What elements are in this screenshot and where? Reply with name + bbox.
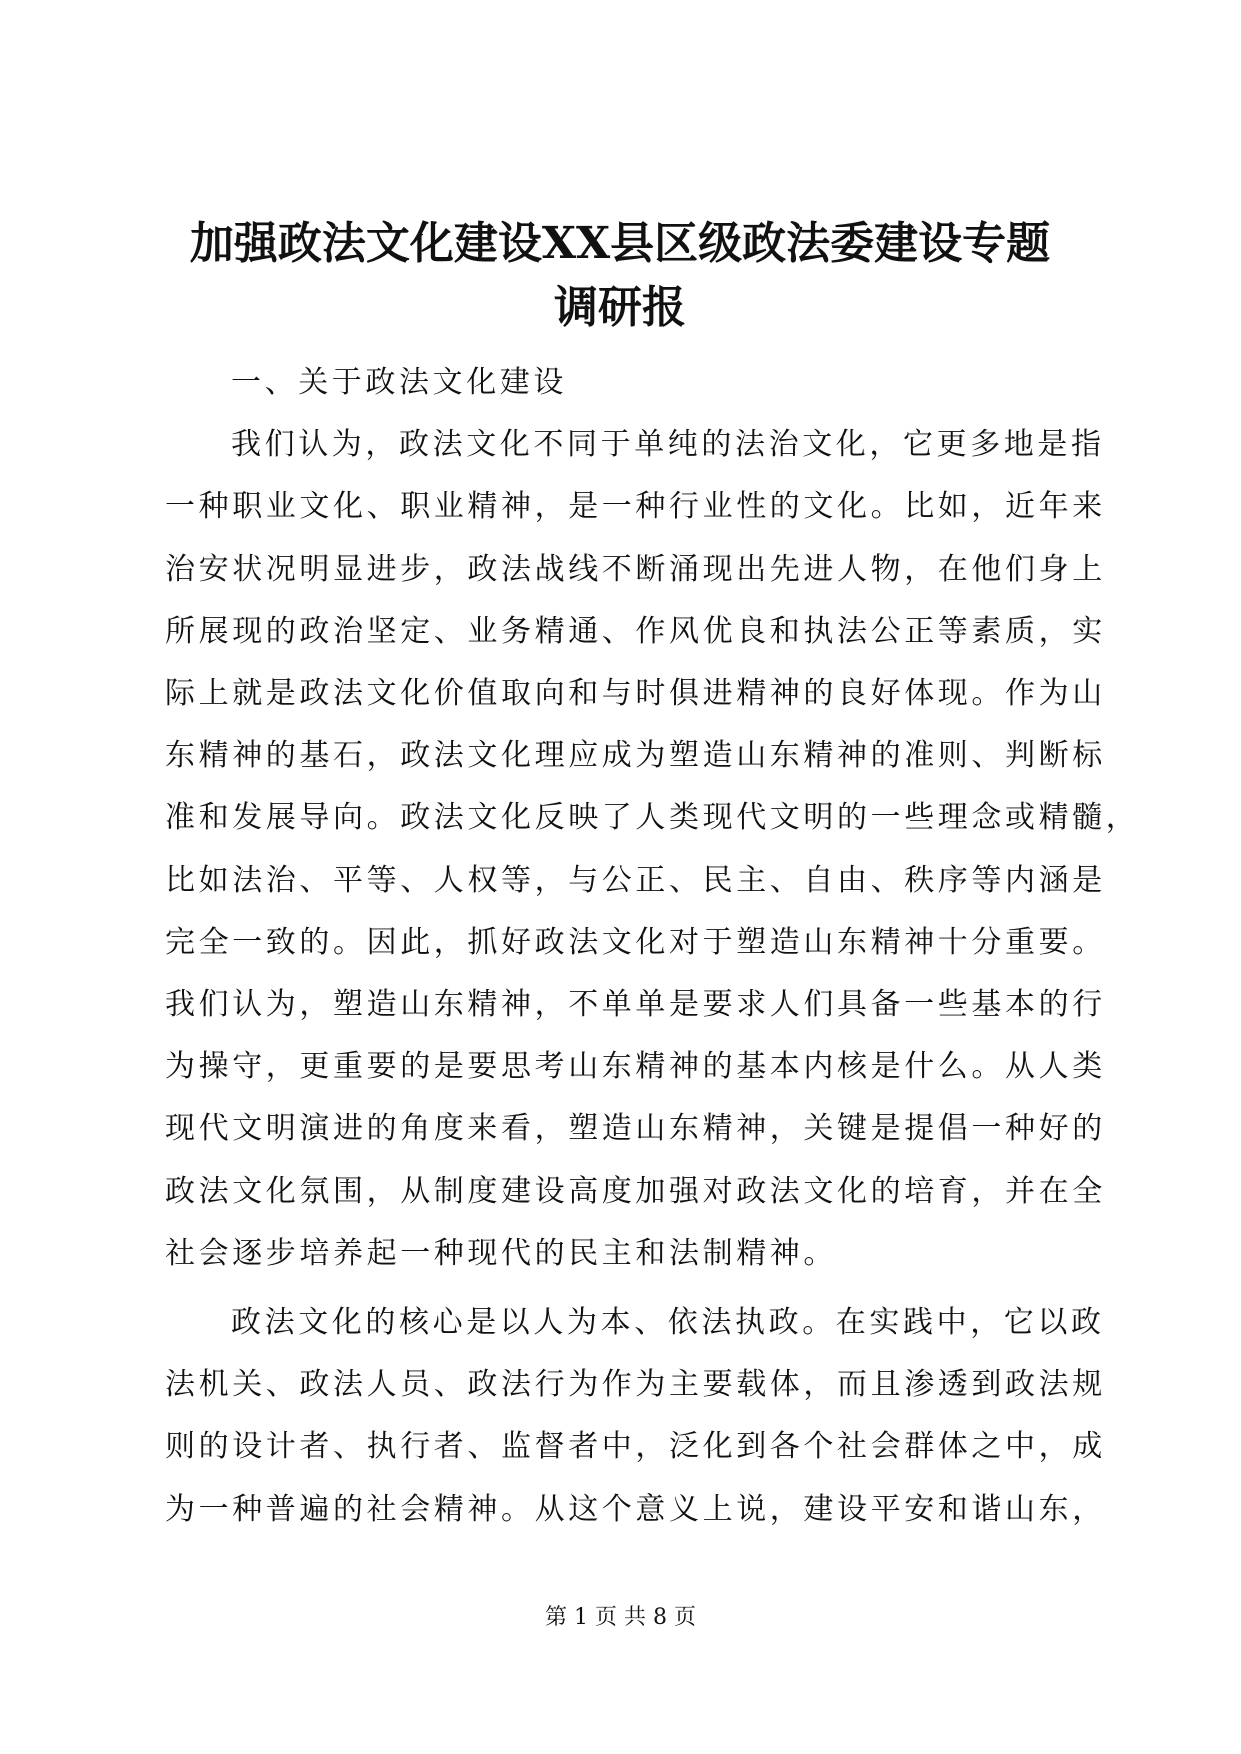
paragraph-line: 完全一致的。因此，抓好政法文化对于塑造山东精神十分重要。 xyxy=(165,924,1106,960)
paragraph-line: 则的设计者、执行者、监督者中，泛化到各个社会群体之中，成 xyxy=(165,1429,1106,1465)
paragraph-line: 所展现的政治坚定、业务精通、作风优良和执法公正等素质，实 xyxy=(165,613,1106,649)
title-line-2: 调研报 xyxy=(554,282,686,333)
paragraph-line: 为一种普遍的社会精神。从这个意义上说，建设平安和谐山东， xyxy=(165,1491,1106,1527)
paragraph-line: 法机关、政法人员、政法行为作为主要载体，而且渗透到政法规 xyxy=(165,1367,1106,1403)
document-body xyxy=(165,352,1140,1541)
paragraph-line: 为操守，更重要的是要思考山东精神的基本内核是什么。从人类 xyxy=(165,1049,1106,1085)
paragraph-line: 际上就是政法文化价值取向和与时俱进精神的良好体现。作为山 xyxy=(165,676,1106,712)
paragraph-1 xyxy=(165,414,1140,1285)
paragraph-line: 一种职业文化、职业精神，是一种行业性的文化。比如，近年来 xyxy=(165,489,1106,525)
paragraph-line: 准和发展导向。政法文化反映了人类现代文明的一些理念或精髓， xyxy=(165,800,1140,836)
paragraph-line: 东精神的基石，政法文化理应成为塑造山东精神的准则、判断标 xyxy=(165,738,1106,774)
paragraph-line: 我们认为，塑造山东精神，不单单是要求人们具备一些基本的行 xyxy=(165,987,1106,1023)
paragraph-line: 现代文明演进的角度来看，塑造山东精神，关键是提倡一种好的 xyxy=(165,1111,1106,1147)
paragraph-line: 我们认为，政法文化不同于单纯的法治文化，它更多地是指 xyxy=(231,427,1105,463)
section-heading: 一、关于政法文化建设 xyxy=(231,365,567,400)
paragraph-line: 社会逐步培养起一种现代的民主和法制精神。 xyxy=(165,1235,837,1271)
paragraph-line: 政法文化氛围，从制度建设高度加强对政法文化的培育，并在全 xyxy=(165,1173,1106,1209)
paragraph-2 xyxy=(165,1292,1106,1541)
paragraph-line: 政法文化的核心是以人为本、依法执政。在实践中，它以政 xyxy=(231,1305,1105,1341)
title-line-1: 加强政法文化建设XX县区级政法委建设专题 xyxy=(189,218,1051,269)
page-number-footer: 第 1 页 共 8 页 xyxy=(545,1605,696,1630)
paragraph-line: 治安状况明显进步，政法战线不断涌现出先进人物，在他们身上 xyxy=(165,551,1106,587)
document-title xyxy=(150,212,1090,340)
paragraph-line: 比如法治、平等、人权等，与公正、民主、自由、秩序等内涵是 xyxy=(165,862,1106,898)
